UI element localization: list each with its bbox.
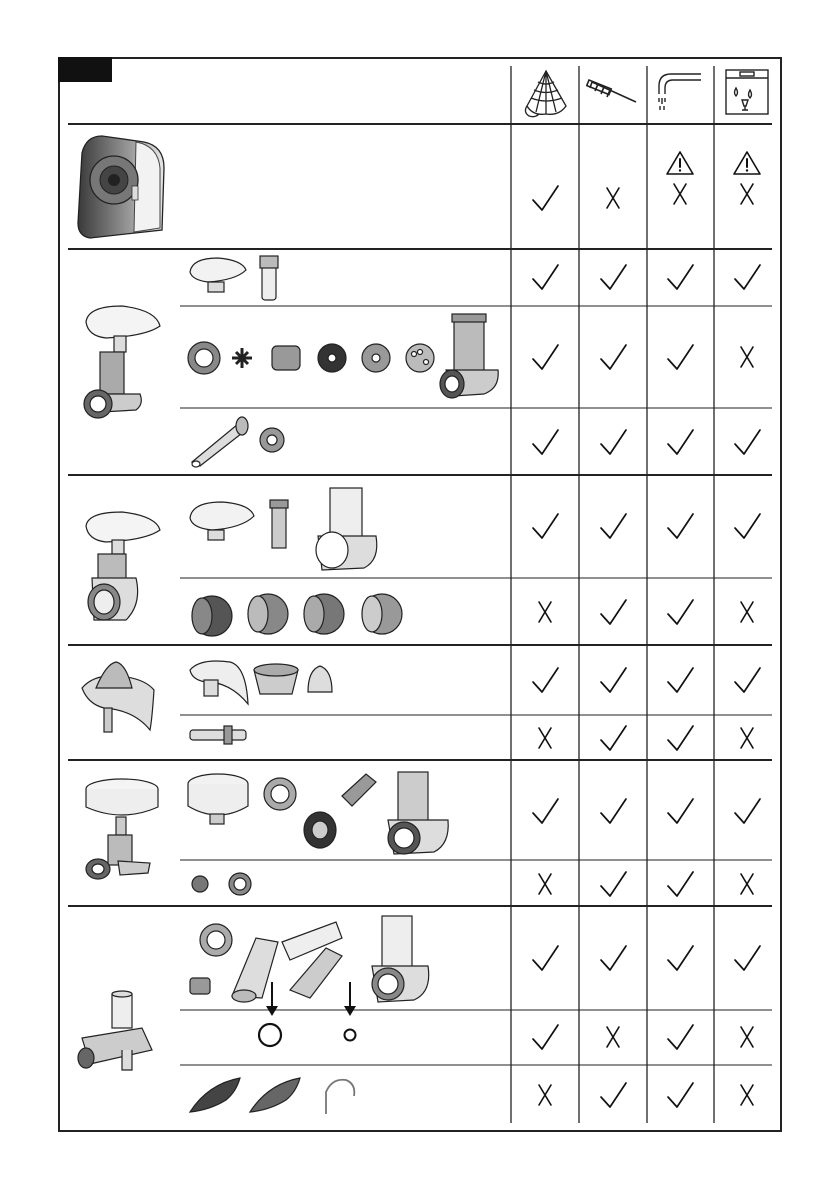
grain-mill-image <box>78 775 164 887</box>
citrus-drive-shaft-image <box>186 722 256 748</box>
cross-mark <box>593 999 633 1057</box>
check-mark <box>525 404 565 462</box>
mincer-parts-image <box>186 312 502 404</box>
citrus-press-parts-image <box>186 652 336 708</box>
warning-cross-mark <box>727 150 767 208</box>
cross-mark <box>525 1057 565 1115</box>
check-mark <box>660 700 700 758</box>
check-mark <box>727 920 767 978</box>
dishwasher-basket-icon <box>521 68 571 120</box>
check-mark <box>593 488 633 546</box>
grain-mill-parts-image <box>186 766 456 858</box>
check-mark <box>525 920 565 978</box>
check-mark <box>660 488 700 546</box>
check-mark <box>660 920 700 978</box>
check-mark <box>660 846 700 904</box>
check-mark <box>593 846 633 904</box>
cross-mark <box>727 846 767 904</box>
running-water-icon <box>653 66 709 116</box>
cross-mark <box>727 574 767 632</box>
slicer-grater-image <box>78 508 168 628</box>
check-mark <box>593 920 633 978</box>
check-mark <box>525 160 565 218</box>
slicer-tray-pusher-housing-image <box>186 484 386 574</box>
check-mark <box>593 773 633 831</box>
cross-mark <box>727 999 767 1057</box>
check-mark <box>660 404 700 462</box>
seal-rings-image <box>180 980 380 1060</box>
check-mark <box>593 574 633 632</box>
check-mark <box>660 999 700 1057</box>
cross-mark <box>727 1057 767 1115</box>
check-mark <box>593 239 633 297</box>
check-mark <box>660 773 700 831</box>
check-mark <box>525 239 565 297</box>
check-mark <box>525 319 565 377</box>
check-mark <box>525 773 565 831</box>
check-mark <box>593 404 633 462</box>
check-mark <box>660 319 700 377</box>
cross-mark <box>525 700 565 758</box>
dishwasher-icon <box>722 66 772 118</box>
brush-icon <box>586 72 642 112</box>
check-mark <box>727 404 767 462</box>
check-mark <box>660 642 700 700</box>
check-mark <box>660 239 700 297</box>
grain-mill-small-parts-image <box>186 868 266 900</box>
check-mark <box>525 999 565 1057</box>
check-mark <box>727 488 767 546</box>
feed-tray-pusher-image <box>186 254 296 302</box>
check-mark <box>727 239 767 297</box>
warning-cross-mark <box>660 150 700 208</box>
check-mark <box>593 642 633 700</box>
juicer-image <box>72 990 164 1080</box>
check-mark <box>593 319 633 377</box>
cross-mark <box>727 319 767 377</box>
meat-mincer-image <box>76 300 166 425</box>
motor-base-image <box>72 128 172 243</box>
cross-mark <box>525 846 565 904</box>
check-mark <box>727 773 767 831</box>
check-mark <box>593 1057 633 1115</box>
scrapers-and-hook-image <box>186 1074 376 1120</box>
cross-mark <box>525 574 565 632</box>
cross-mark <box>727 700 767 758</box>
check-mark <box>525 642 565 700</box>
check-mark <box>525 488 565 546</box>
slicer-drums-image <box>186 590 414 640</box>
check-mark <box>727 642 767 700</box>
citrus-press-image <box>74 660 160 740</box>
cross-mark <box>593 160 633 218</box>
check-mark <box>660 574 700 632</box>
check-mark <box>593 700 633 758</box>
sausage-attachment-image <box>188 414 298 470</box>
check-mark <box>660 1057 700 1115</box>
